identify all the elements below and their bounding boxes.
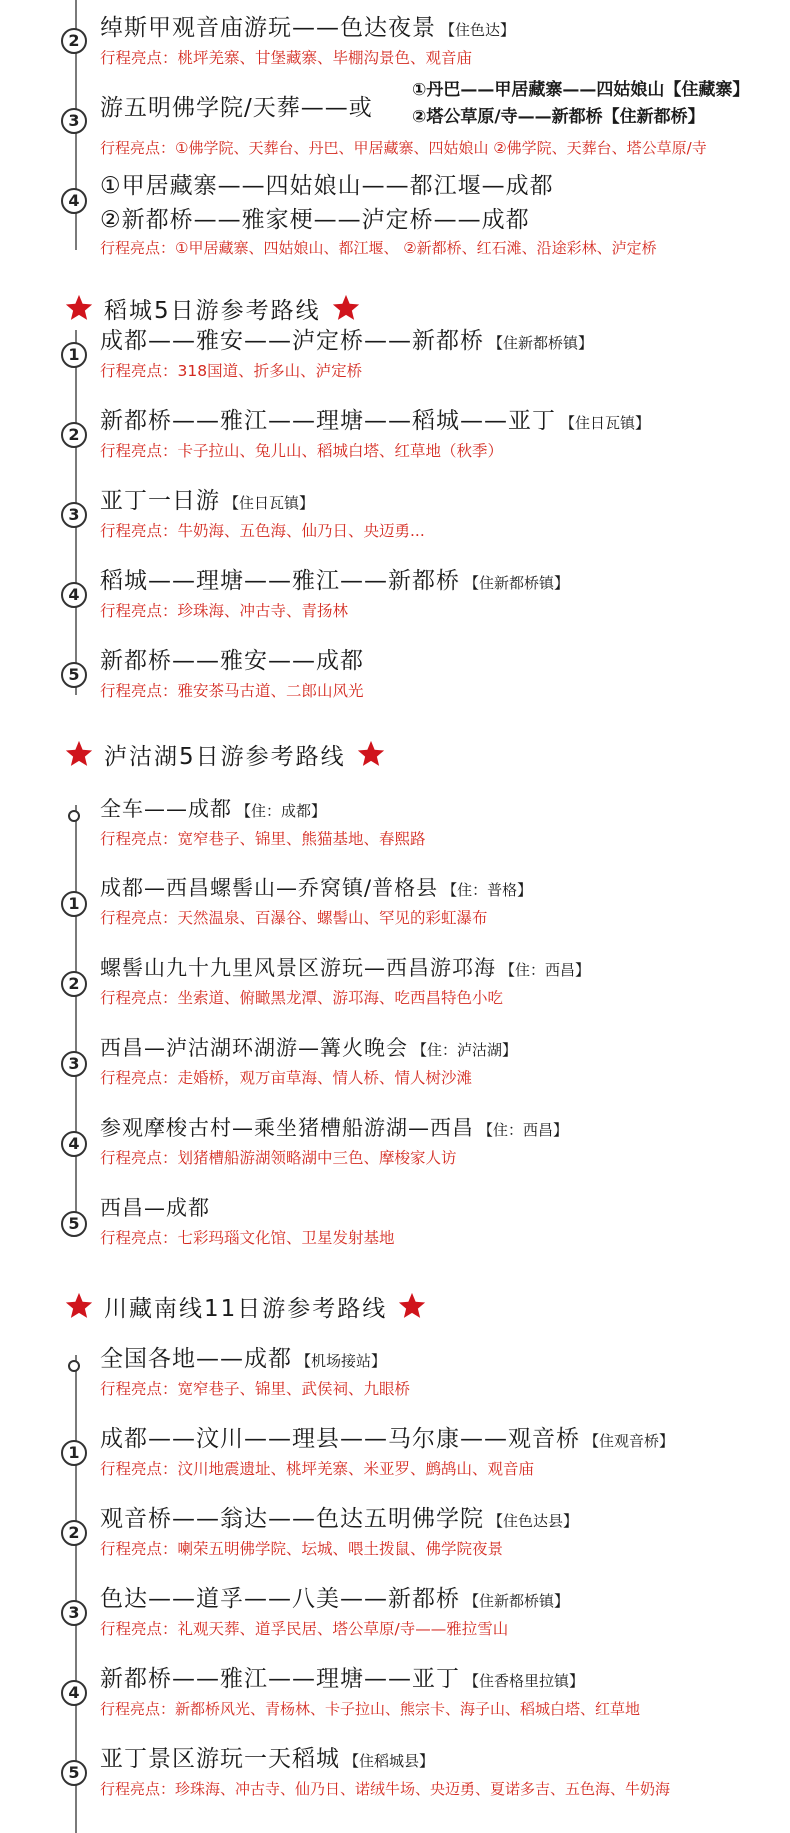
day-marker: 3 bbox=[61, 108, 87, 134]
stay-tag: 【住新都桥镇】 bbox=[464, 574, 570, 592]
route-title: 游五明佛学院/天葬——或 bbox=[100, 95, 373, 121]
route-title: 亚丁景区游玩一天稻城 bbox=[100, 1746, 340, 1772]
stay-tag: 【住色达】 bbox=[440, 21, 516, 39]
timeline-line bbox=[75, 805, 77, 1230]
route-item bbox=[100, 874, 780, 929]
stay-tag: 【住香格里拉镇】 bbox=[464, 1672, 585, 1690]
route-highlight: 行程亮点：珍珠海、冲古寺、青扬林 bbox=[100, 602, 349, 620]
route-title: 新都桥——雅安——成都 bbox=[100, 648, 364, 674]
section-title: 川藏南线11日游参考路线 bbox=[104, 1295, 388, 1322]
route-title: 西昌—成都 bbox=[100, 1196, 210, 1220]
route-item bbox=[100, 1505, 780, 1560]
stay-tag: 【住日瓦镇】 bbox=[560, 414, 651, 432]
section-title: 稻城5日游参考路线 bbox=[104, 297, 321, 324]
route-title: 成都—西昌螺髻山—乔窝镇/普格县 bbox=[100, 876, 439, 900]
star-icon bbox=[64, 1291, 94, 1321]
route-highlight: 行程亮点：划猪槽船游湖领略湖中三色、摩梭家人访 bbox=[100, 1149, 457, 1167]
section-heading bbox=[64, 737, 386, 771]
route-highlight: 行程亮点：七彩玛瑙文化馆、卫星发射基地 bbox=[100, 1229, 395, 1247]
day-marker: 4 bbox=[61, 1131, 87, 1157]
route-item bbox=[100, 327, 780, 382]
route-item bbox=[100, 1194, 780, 1249]
route-title: 成都——汶川——理县——马尔康——观音桥 bbox=[100, 1426, 580, 1452]
day-marker: 3 bbox=[61, 502, 87, 528]
stay-tag: 【住：普格】 bbox=[442, 881, 533, 899]
route-highlight: 行程亮点：雅安茶马古道、二郎山风光 bbox=[100, 682, 364, 700]
stay-tag: 【住色达县】 bbox=[488, 1512, 579, 1530]
stay-tag: 【住：成都】 bbox=[236, 802, 327, 820]
route-item bbox=[100, 954, 780, 1009]
route-item bbox=[100, 795, 780, 850]
route-item bbox=[100, 14, 780, 69]
route-highlight: 行程亮点：宽窄巷子、锦里、武侯祠、九眼桥 bbox=[100, 1380, 411, 1398]
star-icon bbox=[397, 1291, 427, 1321]
stay-tag: 【住稻城县】 bbox=[344, 1752, 435, 1770]
route-item bbox=[100, 1665, 780, 1720]
route-title: 全国各地——成都 bbox=[100, 1346, 292, 1372]
section-title: 泸沽湖5日游参考路线 bbox=[104, 743, 346, 770]
day-marker: 5 bbox=[61, 662, 87, 688]
route-alternative: ①丹巴——甲居藏寨——四姑娘山【住藏寨】 bbox=[412, 80, 750, 100]
start-marker bbox=[68, 810, 80, 822]
route-item bbox=[100, 407, 780, 462]
route-title: 亚丁一日游 bbox=[100, 488, 220, 514]
route-title: 成都——雅安——泸定桥——新都桥 bbox=[100, 328, 484, 354]
day-marker: 2 bbox=[61, 971, 87, 997]
route-item bbox=[100, 567, 780, 622]
route-highlight: 行程亮点：走婚桥，观万亩草海、情人桥、情人树沙滩 bbox=[100, 1069, 473, 1087]
route-title: 新都桥——雅江——理塘——亚丁 bbox=[100, 1666, 460, 1692]
stay-tag: 【住日瓦镇】 bbox=[224, 494, 315, 512]
route-title: 观音桥——翁达——色达五明佛学院 bbox=[100, 1506, 484, 1532]
start-marker bbox=[68, 1360, 80, 1372]
route-highlight: 行程亮点：天然温泉、百瀑谷、螺髻山、罕见的彩虹瀑布 bbox=[100, 909, 488, 927]
route-item-highlight bbox=[100, 134, 780, 159]
route-highlight: 行程亮点：礼观天葬、道孚民居、塔公草原/寺——雅拉雪山 bbox=[100, 1620, 509, 1638]
star-icon bbox=[356, 739, 386, 769]
route-title-alt: ②新都桥——雅家梗——泸定桥——成都 bbox=[100, 207, 530, 233]
section-heading bbox=[64, 1289, 427, 1323]
day-marker: 2 bbox=[61, 1520, 87, 1546]
route-title: 螺髻山九十九里风景区游玩—西昌游邛海 bbox=[100, 956, 496, 980]
route-item bbox=[100, 1345, 780, 1400]
route-highlight: 行程亮点：卡子拉山、兔儿山、稻城白塔、红草地（秋季） bbox=[100, 442, 504, 460]
stay-tag: 【住新都桥镇】 bbox=[488, 334, 594, 352]
route-item bbox=[100, 1745, 780, 1800]
day-marker: 1 bbox=[61, 1440, 87, 1466]
route-item bbox=[100, 1585, 780, 1640]
route-title: 稻城——理塘——雅江——新都桥 bbox=[100, 568, 460, 594]
star-icon bbox=[64, 293, 94, 323]
stay-tag: 【机场接站】 bbox=[296, 1352, 387, 1370]
route-highlight: 行程亮点：珍珠海、冲古寺、仙乃日、诺绒牛场、央迈勇、夏诺多吉、五色海、牛奶海 bbox=[100, 1780, 671, 1798]
stay-tag: 【住：泸沽湖】 bbox=[412, 1041, 518, 1059]
route-title: 色达——道孚——八美——新都桥 bbox=[100, 1586, 460, 1612]
stay-tag: 【住：西昌】 bbox=[478, 1121, 569, 1139]
day-marker: 5 bbox=[61, 1760, 87, 1786]
route-item bbox=[100, 487, 780, 542]
route-title: 西昌—泸沽湖环湖游—篝火晚会 bbox=[100, 1036, 408, 1060]
route-highlight: 行程亮点：汶川地震遗址、桃坪羌寨、米亚罗、鹧鸪山、观音庙 bbox=[100, 1460, 535, 1478]
stay-tag: 【住新都桥镇】 bbox=[464, 1592, 570, 1610]
route-highlight: 行程亮点：①甲居藏寨、四姑娘山、都江堰、 ②新都桥、红石滩、沿途彩林、泸定桥 bbox=[100, 239, 657, 257]
route-highlight: 行程亮点：坐索道、俯瞰黑龙潭、游邛海、吃西昌特色小吃 bbox=[100, 989, 504, 1007]
route-item bbox=[100, 1114, 780, 1169]
star-icon bbox=[331, 293, 361, 323]
route-title: 新都桥——雅江——理塘——稻城——亚丁 bbox=[100, 408, 556, 434]
route-highlight: 行程亮点：牛奶海、五色海、仙乃日、央迈勇... bbox=[100, 522, 425, 540]
day-marker: 1 bbox=[61, 891, 87, 917]
day-marker: 3 bbox=[61, 1051, 87, 1077]
route-alternative: ②塔公草原/寺——新都桥【住新都桥】 bbox=[412, 107, 705, 127]
route-highlight: 行程亮点：318国道、折多山、泸定桥 bbox=[100, 362, 363, 380]
section-heading bbox=[64, 291, 361, 325]
day-marker: 4 bbox=[61, 188, 87, 214]
route-title: ①甲居藏寨——四姑娘山——都江堰—成都 bbox=[100, 173, 554, 199]
route-highlight: 行程亮点：宽窄巷子、锦里、熊猫基地、春熙路 bbox=[100, 830, 426, 848]
day-marker: 1 bbox=[61, 342, 87, 368]
star-icon bbox=[64, 739, 94, 769]
route-highlight: 行程亮点：新都桥风光、青杨林、卡子拉山、熊宗卡、海子山、稻城白塔、红草地 bbox=[100, 1700, 641, 1718]
day-marker: 4 bbox=[61, 1680, 87, 1706]
route-title: 绰斯甲观音庙游玩——色达夜景 bbox=[100, 15, 436, 41]
day-marker: 5 bbox=[61, 1211, 87, 1237]
day-marker: 2 bbox=[61, 422, 87, 448]
day-marker: 2 bbox=[61, 28, 87, 54]
route-item bbox=[100, 172, 780, 259]
route-highlight: 行程亮点：①佛学院、天葬台、丹巴、甲居藏寨、四姑娘山 ②佛学院、天葬台、塔公草原/寺 bbox=[100, 139, 707, 157]
route-title: 全车——成都 bbox=[100, 797, 232, 821]
stay-tag: 【住观音桥】 bbox=[584, 1432, 675, 1450]
route-highlight: 行程亮点：喇荣五明佛学院、坛城、喂土拨鼠、佛学院夜景 bbox=[100, 1540, 504, 1558]
route-item bbox=[100, 1425, 780, 1480]
route-item bbox=[100, 1034, 780, 1089]
route-title: 参观摩梭古村—乘坐猪槽船游湖—西昌 bbox=[100, 1116, 474, 1140]
stay-tag: 【住：西昌】 bbox=[500, 961, 591, 979]
route-item bbox=[100, 647, 780, 702]
route-highlight: 行程亮点：桃坪羌寨、甘堡藏寨、毕棚沟景色、观音庙 bbox=[100, 49, 473, 67]
day-marker: 3 bbox=[61, 1600, 87, 1626]
day-marker: 4 bbox=[61, 582, 87, 608]
